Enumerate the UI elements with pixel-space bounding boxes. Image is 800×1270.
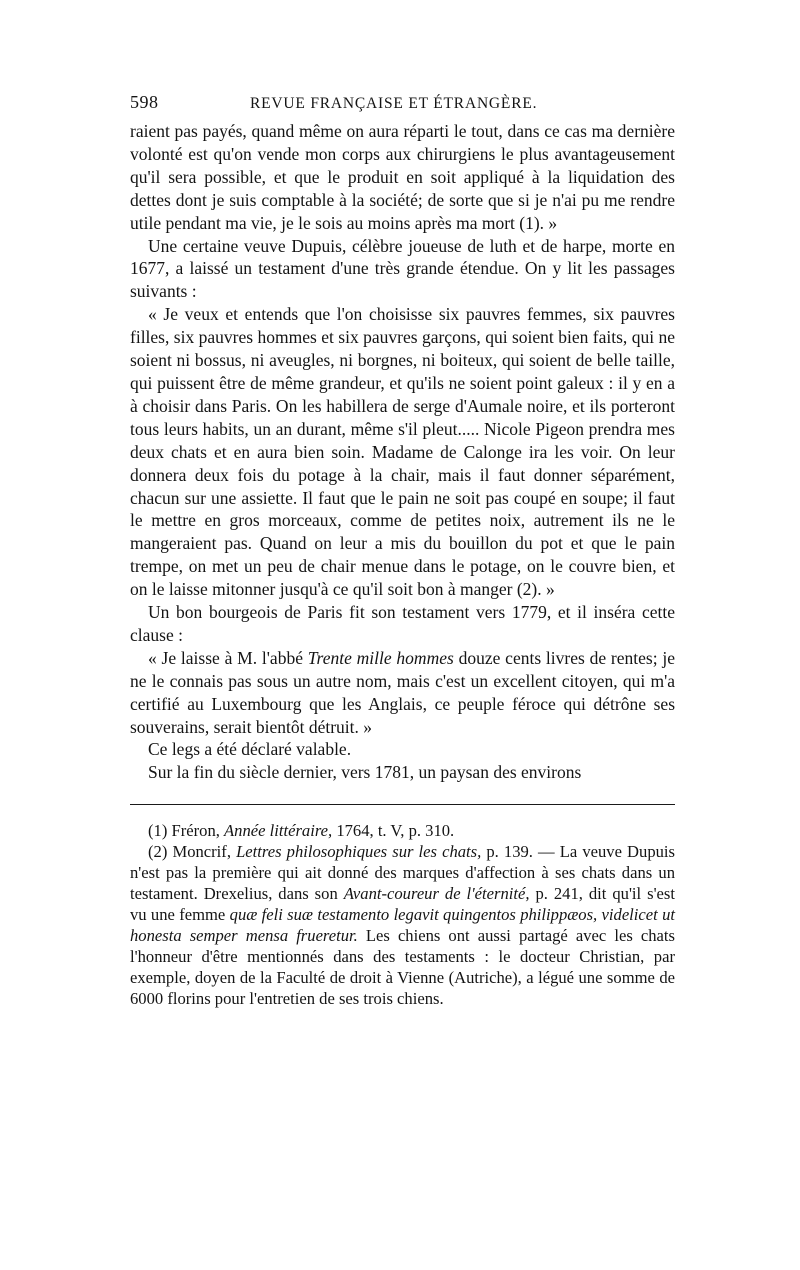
page-number: 598	[130, 92, 159, 112]
main-text	[130, 120, 675, 784]
italic-text: Avant-coureur de l'éternité,	[343, 884, 530, 903]
footnote-divider	[130, 804, 675, 805]
text-run: douze cents livres de rentes; je ne le connais pas sous un autre nom, mais c'est un excellent citoyen, qui m'a certifié au Luxembourg que les Anglais, ce peuple féroce qui détrône ses souverains, serait bientôt détruit. »	[130, 647, 676, 737]
italic-text: Trente mille hommes	[307, 647, 454, 668]
paragraph: Un bon bourgeois de Paris fit son testament vers 1779, et il inséra cette clause :	[130, 602, 675, 645]
footnote-2	[130, 842, 675, 1009]
italic-text: Lettres philosophiques sur les chats,	[236, 842, 482, 862]
paragraph: Sur la fin du siècle dernier, vers 1781, un paysan des environs	[148, 762, 582, 783]
text-run: p. 241, dit qu'il s'est vu une femme	[130, 884, 675, 924]
page-header	[130, 92, 675, 120]
running-title: REVUE FRANÇAISE ET ÉTRANGÈRE.	[250, 95, 538, 112]
footnote-1	[130, 821, 675, 842]
italic-text: quæ feli suæ testamento legavit quingentos philippæos, videlicet ut honesta semper mensa frueretur.	[130, 904, 675, 945]
footnotes	[130, 821, 675, 1009]
text-run: 1764, t. V, p. 310.	[332, 821, 455, 841]
text-run: (2) Moncrif,	[148, 842, 237, 862]
paragraph: « Je veux et entends que l'on choisisse six pauvres femmes, six pauvres filles, six pauvres hommes et six pauvres garçons, qui soient bien faits, qui ne soient ni bossus, ni aveugles, ni borgnes, ni boiteux, qui soient de belle taille, qui puissent être de même grandeur, et qu'ils ne soient point galeux : il y en a à choisir dans Paris. On les habillera de serge d'Aumale noire, et ils porteront tous leurs habits, un an durant, même s'il pleut..... Nicole Pigeon prendra mes deux chats et en aura bien soin. Madame de Calonge ira les voir. On leur donnera deux fois du potage à la chair, mais il faut donner séparément, chacun sur une assiette. Il faut que le pain ne soit pas coupé en soupe; il faut le mettre en gros morceaux, comme de petites noix, autrement ils ne le mangeraient pas. Quand on leur a mis du bouillon du pot et que le pain trempe, on met un peu de chair menue dans le potage, on le couvre bien, et on le laisse mitonner jusqu'à ce qu'il soit bon à manger (2). »	[130, 304, 675, 600]
italic-text: Année littéraire,	[224, 821, 333, 841]
text-run: Les chiens ont aussi partagé avec les chats l'honneur d'être mentionnés dans des testaments : le docteur Christian, par exemple, doyen de la Faculté de droit à Vienne (Autriche), a légué une somme de 6000 florins pour l'entretien de ses trois chiens.	[130, 925, 675, 1008]
text-run: p. 139. — La veuve Dupuis n'est pas la première qui ait donné des marques d'affection à ses chats dans un testament. Drexelius, dans son	[130, 842, 675, 903]
book-page	[130, 92, 675, 1009]
text-run: « Je laisse à M. l'abbé	[148, 647, 308, 668]
text-run: (1) Fréron,	[148, 821, 225, 841]
paragraph: Ce legs a été déclaré valable.	[148, 739, 352, 760]
paragraph: raient pas payés, quand même on aura réparti le tout, dans ce cas ma dernière volonté est qu'on vende mon corps aux chirurgiens le plus avantageusement qu'il sera possible, et que le produit en soit appliqué à la liquidation des dettes dont je suis comptable à la société; de sorte que si je n'ai pu me rendre utile pendant ma vie, je le sois au moins après ma mort (1). »	[130, 121, 675, 233]
paragraph	[130, 647, 675, 739]
paragraph: Une certaine veuve Dupuis, célèbre joueuse de luth et de harpe, morte en 1677, a laissé un testament d'une très grande étendue. On y lit les passages suivants :	[130, 235, 675, 302]
